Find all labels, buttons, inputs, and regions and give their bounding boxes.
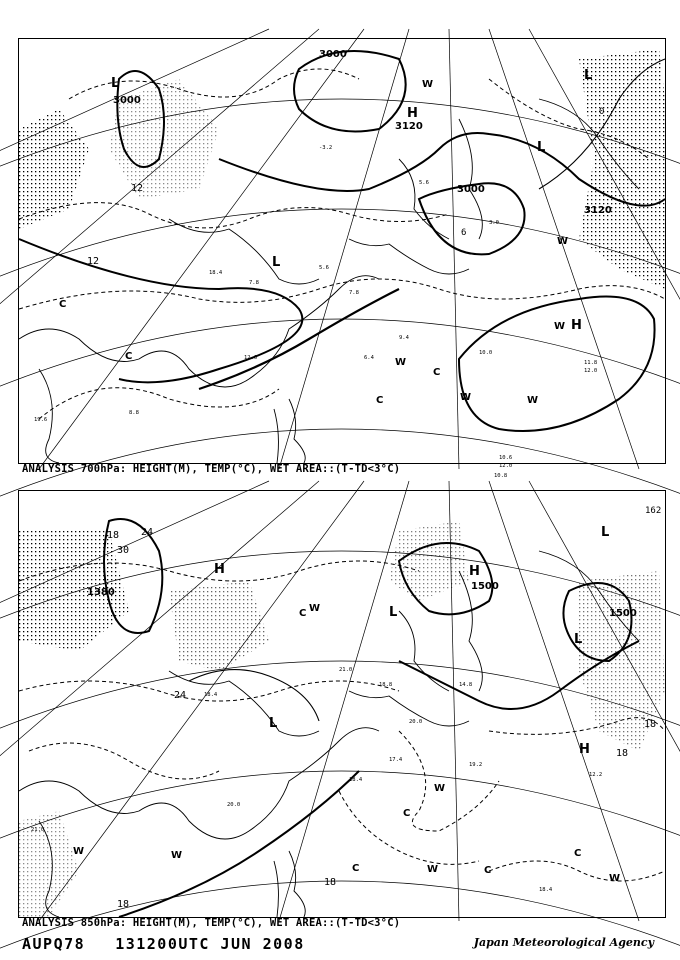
- svg-text:18.4: 18.4: [209, 270, 223, 276]
- wet-area: [19, 811, 79, 917]
- svg-text:10.6: 10.6: [499, 455, 513, 461]
- svg-text:12.0: 12.0: [499, 463, 513, 469]
- height-label: 1380: [87, 587, 115, 598]
- temp-label: 12: [131, 183, 144, 194]
- svg-text:12.0: 12.0: [584, 368, 598, 374]
- low-center: L: [584, 68, 593, 83]
- warm-center: W: [434, 783, 446, 794]
- svg-text:5.6: 5.6: [319, 265, 329, 271]
- temp-label: 18: [616, 748, 629, 759]
- caption-700hpa: ANALYSIS 700hPa: HEIGHT(M), TEMP(°C), WET AREA::(T-TD<3°C): [22, 463, 401, 475]
- map-850hpa-svg: [19, 491, 665, 917]
- map-panel-850hpa: [18, 490, 666, 918]
- cold-center: C: [484, 865, 492, 876]
- svg-text:9.4: 9.4: [399, 335, 409, 341]
- high-center: H: [571, 318, 582, 333]
- height-label: 1500: [609, 608, 637, 619]
- cold-center: C: [125, 351, 133, 362]
- height-label: 3000: [319, 49, 347, 60]
- warm-center: W: [73, 846, 85, 857]
- warm-center: W: [309, 603, 321, 614]
- svg-text:3.0: 3.0: [489, 220, 499, 226]
- warm-center: W: [554, 321, 566, 332]
- warm-center: W: [422, 79, 434, 90]
- warm-center: W: [171, 850, 183, 861]
- height-label: 3000: [457, 184, 485, 195]
- high-center: H: [579, 742, 590, 757]
- height-contours: [19, 51, 665, 431]
- trough-line: [199, 289, 399, 389]
- svg-text:7.8: 7.8: [349, 290, 359, 296]
- temp-label: 18: [107, 530, 120, 541]
- station-plots: [31, 667, 602, 893]
- temp-label: 0: [599, 107, 605, 117]
- svg-text:19.2: 19.2: [469, 762, 483, 768]
- svg-text:17.4: 17.4: [389, 757, 403, 763]
- low-center: L: [389, 605, 398, 620]
- temp-label: 6: [461, 228, 467, 238]
- height-contours: [104, 519, 639, 917]
- temp-label: 18: [117, 899, 130, 910]
- warm-center: W: [395, 357, 407, 368]
- height-labels-850: [87, 581, 637, 619]
- svg-text:-3.2: -3.2: [319, 145, 333, 151]
- bulletin-code: AUPQ78: [22, 935, 86, 953]
- cold-center: C: [433, 367, 441, 378]
- high-center: H: [214, 562, 225, 577]
- temp-label: 18: [644, 719, 657, 730]
- agency-credit: Japan Meteorological Agency: [473, 936, 654, 949]
- warm-center: W: [460, 392, 472, 403]
- high-center: H: [407, 106, 418, 121]
- svg-text:21.0: 21.0: [339, 667, 353, 673]
- temp-label: 162: [645, 506, 662, 516]
- height-label: 3000: [113, 95, 141, 106]
- cold-center: C: [299, 608, 307, 619]
- svg-text:11.8: 11.8: [584, 360, 598, 366]
- svg-text:18.8: 18.8: [379, 682, 393, 688]
- svg-text:7.8: 7.8: [249, 280, 259, 286]
- wet-area: [19, 109, 89, 229]
- svg-text:5.6: 5.6: [419, 180, 429, 186]
- cold-center: C: [574, 848, 582, 859]
- bulletin-header: [22, 935, 305, 953]
- temp-centers-850: [73, 603, 620, 884]
- svg-text:18.4: 18.4: [204, 692, 218, 698]
- caption-850hpa: ANALYSIS 850hPa: HEIGHT(M), TEMP(°C), WET AREA::(T-TD<3°C): [22, 917, 401, 929]
- warm-center: W: [557, 236, 569, 247]
- temp-label: 18: [324, 877, 337, 888]
- svg-text:10.0: 10.0: [479, 350, 493, 356]
- svg-text:20.0: 20.0: [227, 802, 241, 808]
- cold-center: C: [59, 299, 67, 310]
- svg-text:19.6: 19.6: [34, 417, 48, 423]
- station-plots: [34, 145, 597, 479]
- temp-label: 30: [117, 545, 130, 556]
- warm-center: W: [609, 873, 621, 884]
- cold-center: C: [376, 395, 384, 406]
- cold-center: C: [352, 863, 360, 874]
- svg-text:6.4: 6.4: [364, 355, 374, 361]
- svg-text:14.8: 14.8: [459, 682, 473, 688]
- height-label: 1500: [471, 581, 499, 592]
- svg-text:12.0: 12.0: [244, 355, 258, 361]
- wet-area: [169, 581, 269, 671]
- low-center: L: [574, 632, 583, 647]
- warm-center: W: [527, 395, 539, 406]
- high-center: H: [469, 564, 480, 579]
- low-center: L: [272, 255, 281, 270]
- height-label: 3120: [395, 121, 423, 132]
- warm-center: W: [427, 864, 439, 875]
- low-center: L: [601, 525, 610, 540]
- temp-label: 12: [87, 256, 100, 267]
- svg-text:20.0: 20.0: [409, 719, 423, 725]
- temp-label: 24: [174, 690, 187, 701]
- height-label: 3120: [584, 205, 612, 216]
- wet-area: [389, 521, 469, 601]
- low-center: L: [111, 76, 120, 91]
- svg-text:18.4: 18.4: [349, 777, 363, 783]
- svg-text:18.4: 18.4: [539, 887, 553, 893]
- svg-text:12.2: 12.2: [589, 772, 603, 778]
- cold-center: C: [403, 808, 411, 819]
- bulletin-time: 131200UTC JUN 2008: [115, 935, 305, 953]
- temp-label: 24: [141, 527, 154, 538]
- svg-text:10.8: 10.8: [494, 473, 508, 479]
- low-center: L: [269, 716, 278, 731]
- svg-text:8.8: 8.8: [129, 410, 139, 416]
- svg-text:21.0: 21.0: [31, 827, 45, 833]
- low-center: L: [537, 140, 546, 155]
